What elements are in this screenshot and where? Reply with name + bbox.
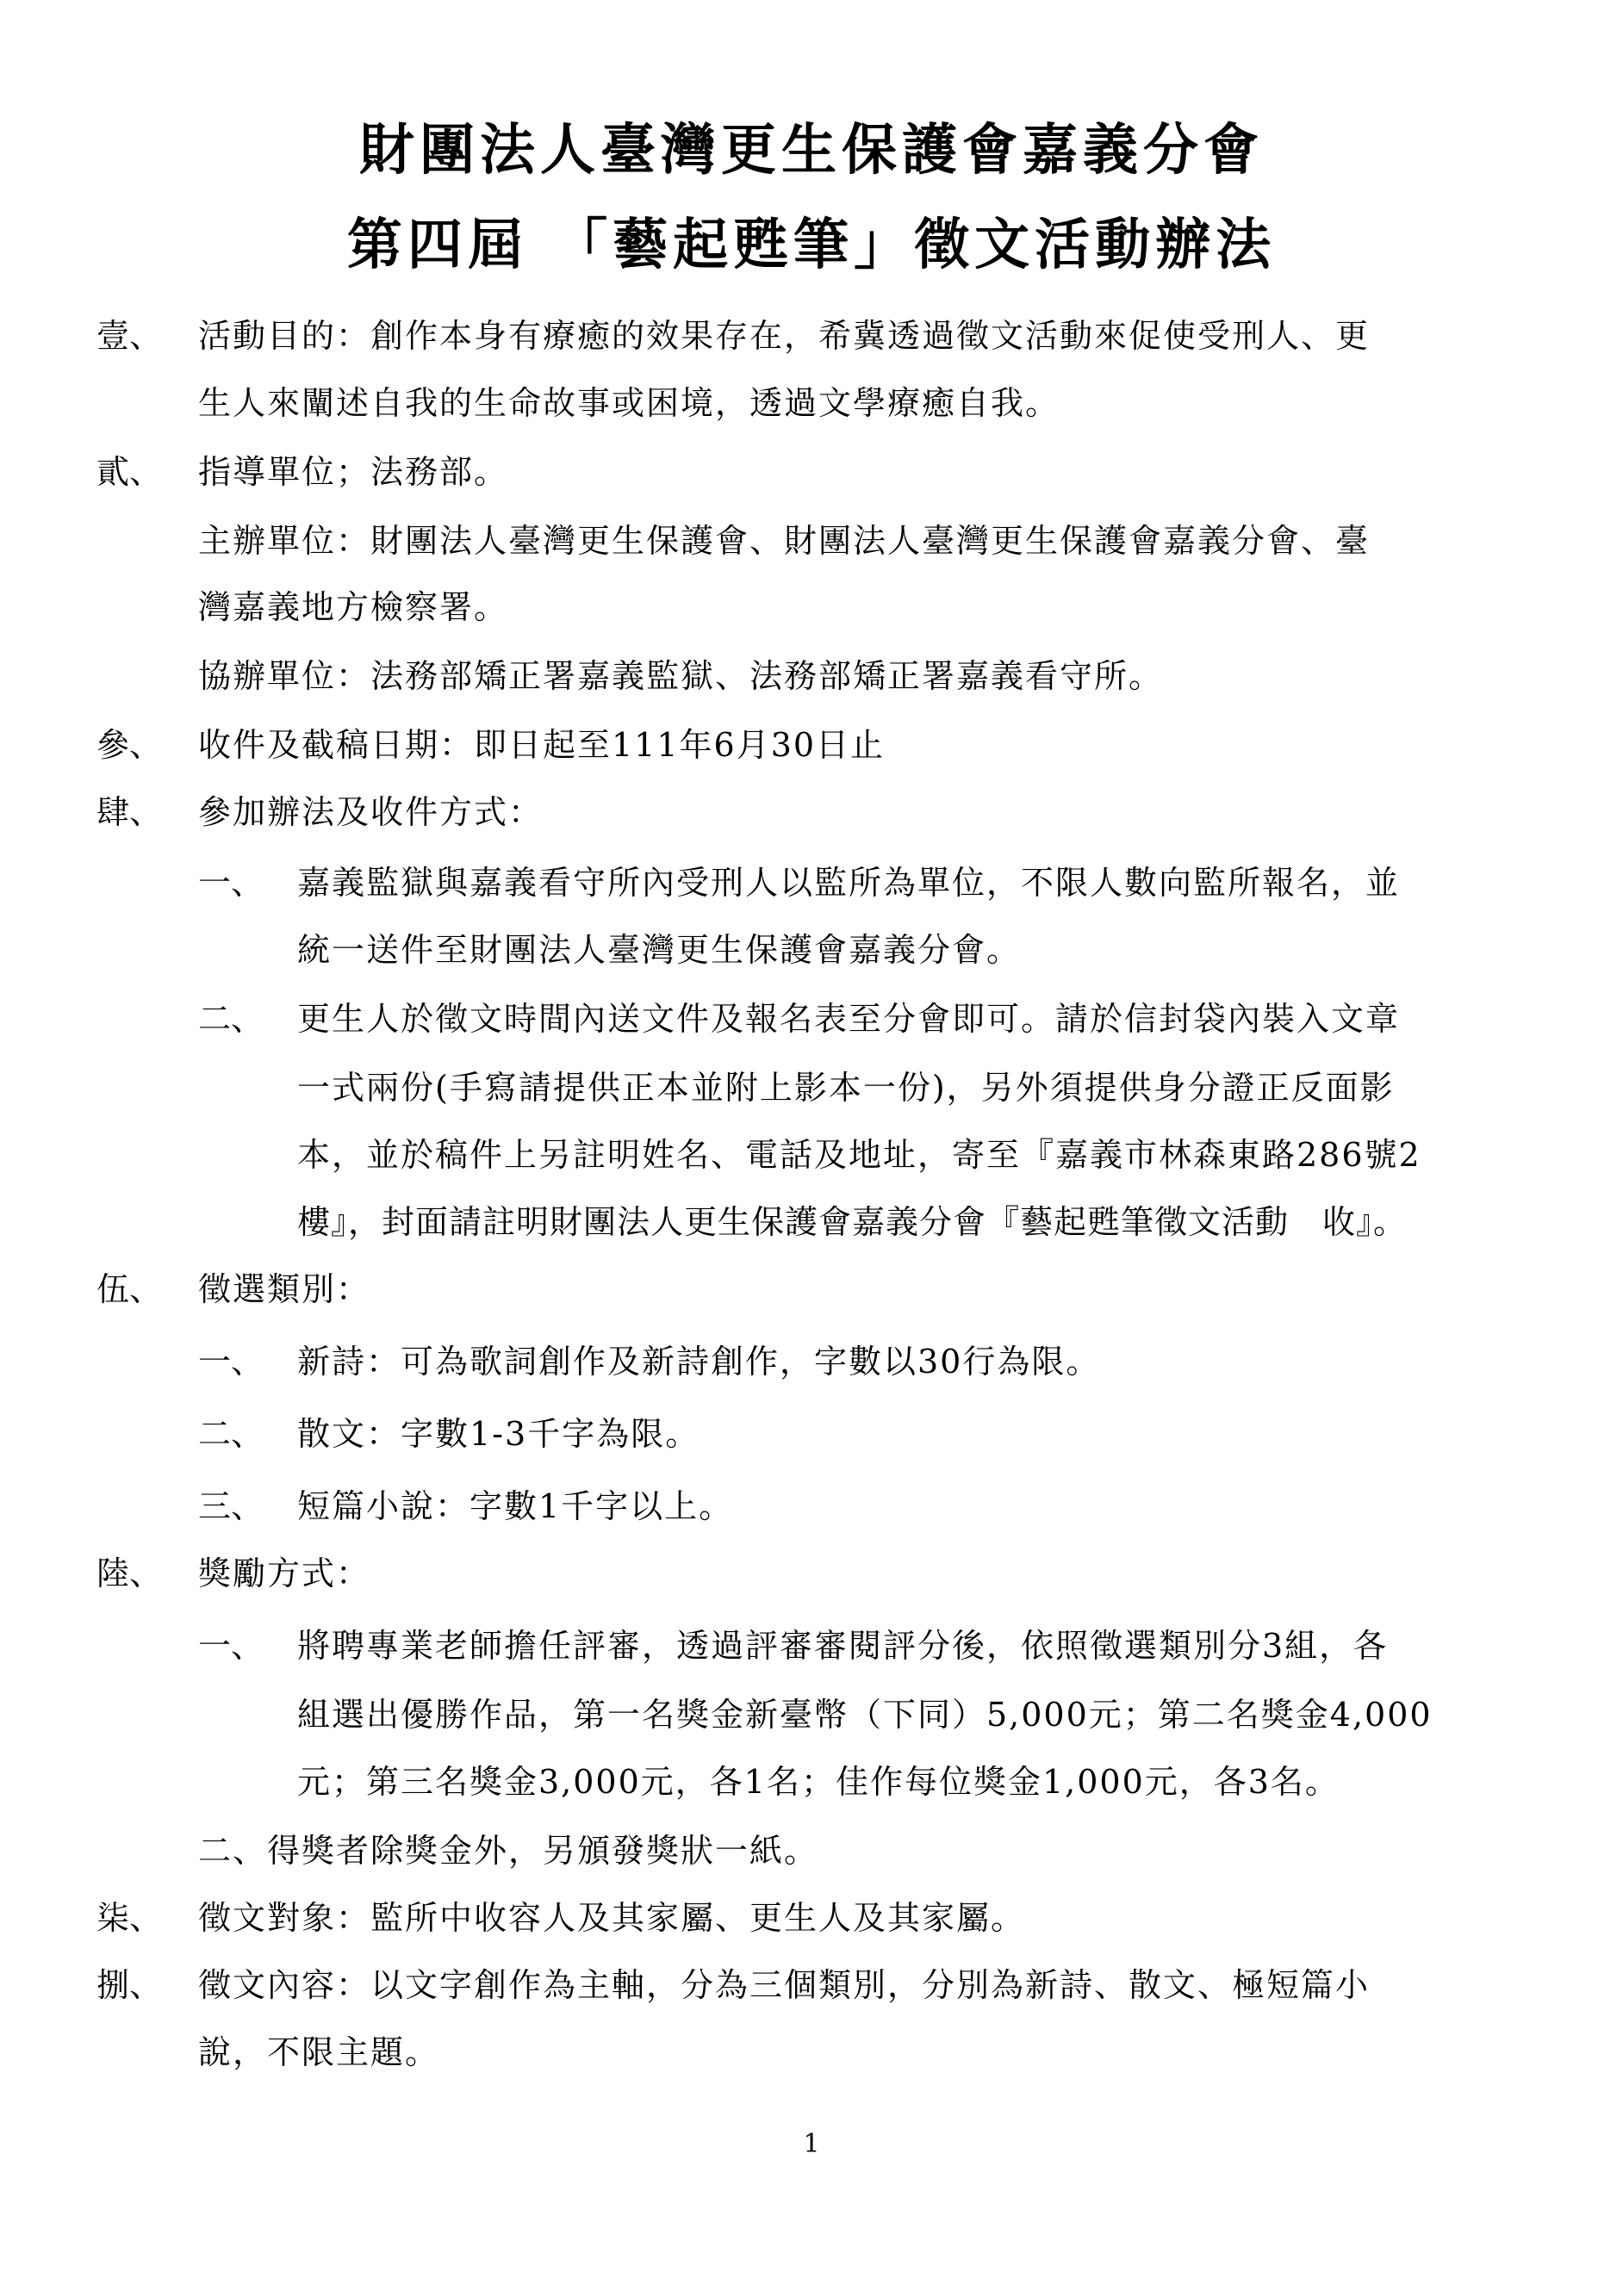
section-marker: 壹、: [96, 317, 163, 355]
section-text: 說，不限主題。: [198, 2033, 440, 2071]
item-text: 一式兩份(手寫請提供正本並附上影本一份)，另外須提供身分證正反面影: [297, 1069, 1395, 1107]
item-text: 統一送件至財團法人臺灣更生保護會嘉義分會。: [297, 931, 1022, 969]
item-text: 散文：字數1-3千字為限。: [297, 1415, 700, 1453]
item-text: 將聘專業老師擔任評審，透過評審審閱評分後，依照徵選類別分3組，各: [297, 1627, 1389, 1665]
item-marker: 一、: [198, 864, 264, 902]
item-marker: 一、: [198, 1627, 264, 1665]
section-text: 活動目的：創作本身有療癒的效果存在，希冀透過徵文活動來促使受刑人、更: [198, 317, 1371, 355]
section-text: 灣嘉義地方檢察署。: [198, 588, 509, 626]
page-number: 1: [803, 2129, 820, 2159]
section-heading: 參加辦法及收件方式：: [198, 793, 544, 831]
document-subtitle: 第四屆 「藝起甦筆」徵文活動辦法: [346, 213, 1277, 277]
item-text: 短篇小說：字數1千字以上。: [297, 1487, 734, 1525]
document-title: 財團法人臺灣更生保護會嘉義分會: [359, 118, 1264, 183]
item-text: 新詩：可為歌詞創作及新詩創作，字數以30行為限。: [297, 1343, 1101, 1381]
item-marker: 一、: [198, 1343, 264, 1381]
section-text: 協辦單位：法務部矯正署嘉義監獄、法務部矯正署嘉義看守所。: [198, 657, 1164, 695]
section-text: 主辦單位：財團法人臺灣更生保護會、財團法人臺灣更生保護會嘉義分會、臺: [198, 522, 1371, 560]
item-marker: 三、: [198, 1487, 264, 1525]
item-text: 樓』，封面請註明財團法人更生保護會嘉義分會『藝起甦筆徵文活動 收』。: [297, 1203, 1408, 1241]
section-text: 徵文對象：監所中收容人及其家屬、更生人及其家屬。: [198, 1899, 1026, 1937]
section-marker: 肆、: [96, 793, 163, 831]
section-marker: 捌、: [96, 1966, 163, 2004]
item-text: 更生人於徵文時間內送文件及報名表至分會即可。請於信封袋內裝入文章: [297, 1000, 1401, 1038]
item-text: 本，並於稿件上另註明姓名、電話及地址，寄至『嘉義市林森東路286號2: [297, 1136, 1421, 1174]
item-text: 二、得獎者除獎金外，另頒發獎狀一紙。: [198, 1832, 819, 1870]
section-marker: 柒、: [96, 1899, 163, 1937]
section-heading: 徵選類別：: [198, 1270, 371, 1308]
section-heading: 獎勵方式：: [198, 1554, 371, 1592]
section-text: 生人來闡述自我的生命故事或困境，透過文學療癒自我。: [198, 384, 1060, 422]
item-text: 組選出優勝作品，第一名獎金新臺幣（下同）5,000元；第二名獎金4,000: [297, 1696, 1433, 1734]
item-text: 嘉義監獄與嘉義看守所內受刑人以監所為單位，不限人數向監所報名，並: [297, 864, 1401, 902]
section-marker: 陸、: [96, 1554, 163, 1592]
section-marker: 貳、: [96, 453, 163, 491]
item-text: 元；第三名獎金3,000元，各1名；佳作每位獎金1,000元，各3名。: [297, 1763, 1340, 1801]
section-marker: 參、: [96, 726, 163, 764]
section-text: 收件及截稿日期：即日起至111年6月30日止: [198, 726, 886, 764]
item-marker: 二、: [198, 1000, 264, 1038]
item-marker: 二、: [198, 1415, 264, 1453]
section-text: 指導單位；法務部。: [198, 453, 509, 491]
section-text: 徵文內容：以文字創作為主軸，分為三個類別，分別為新詩、散文、極短篇小: [198, 1966, 1371, 2004]
section-marker: 伍、: [96, 1270, 163, 1308]
